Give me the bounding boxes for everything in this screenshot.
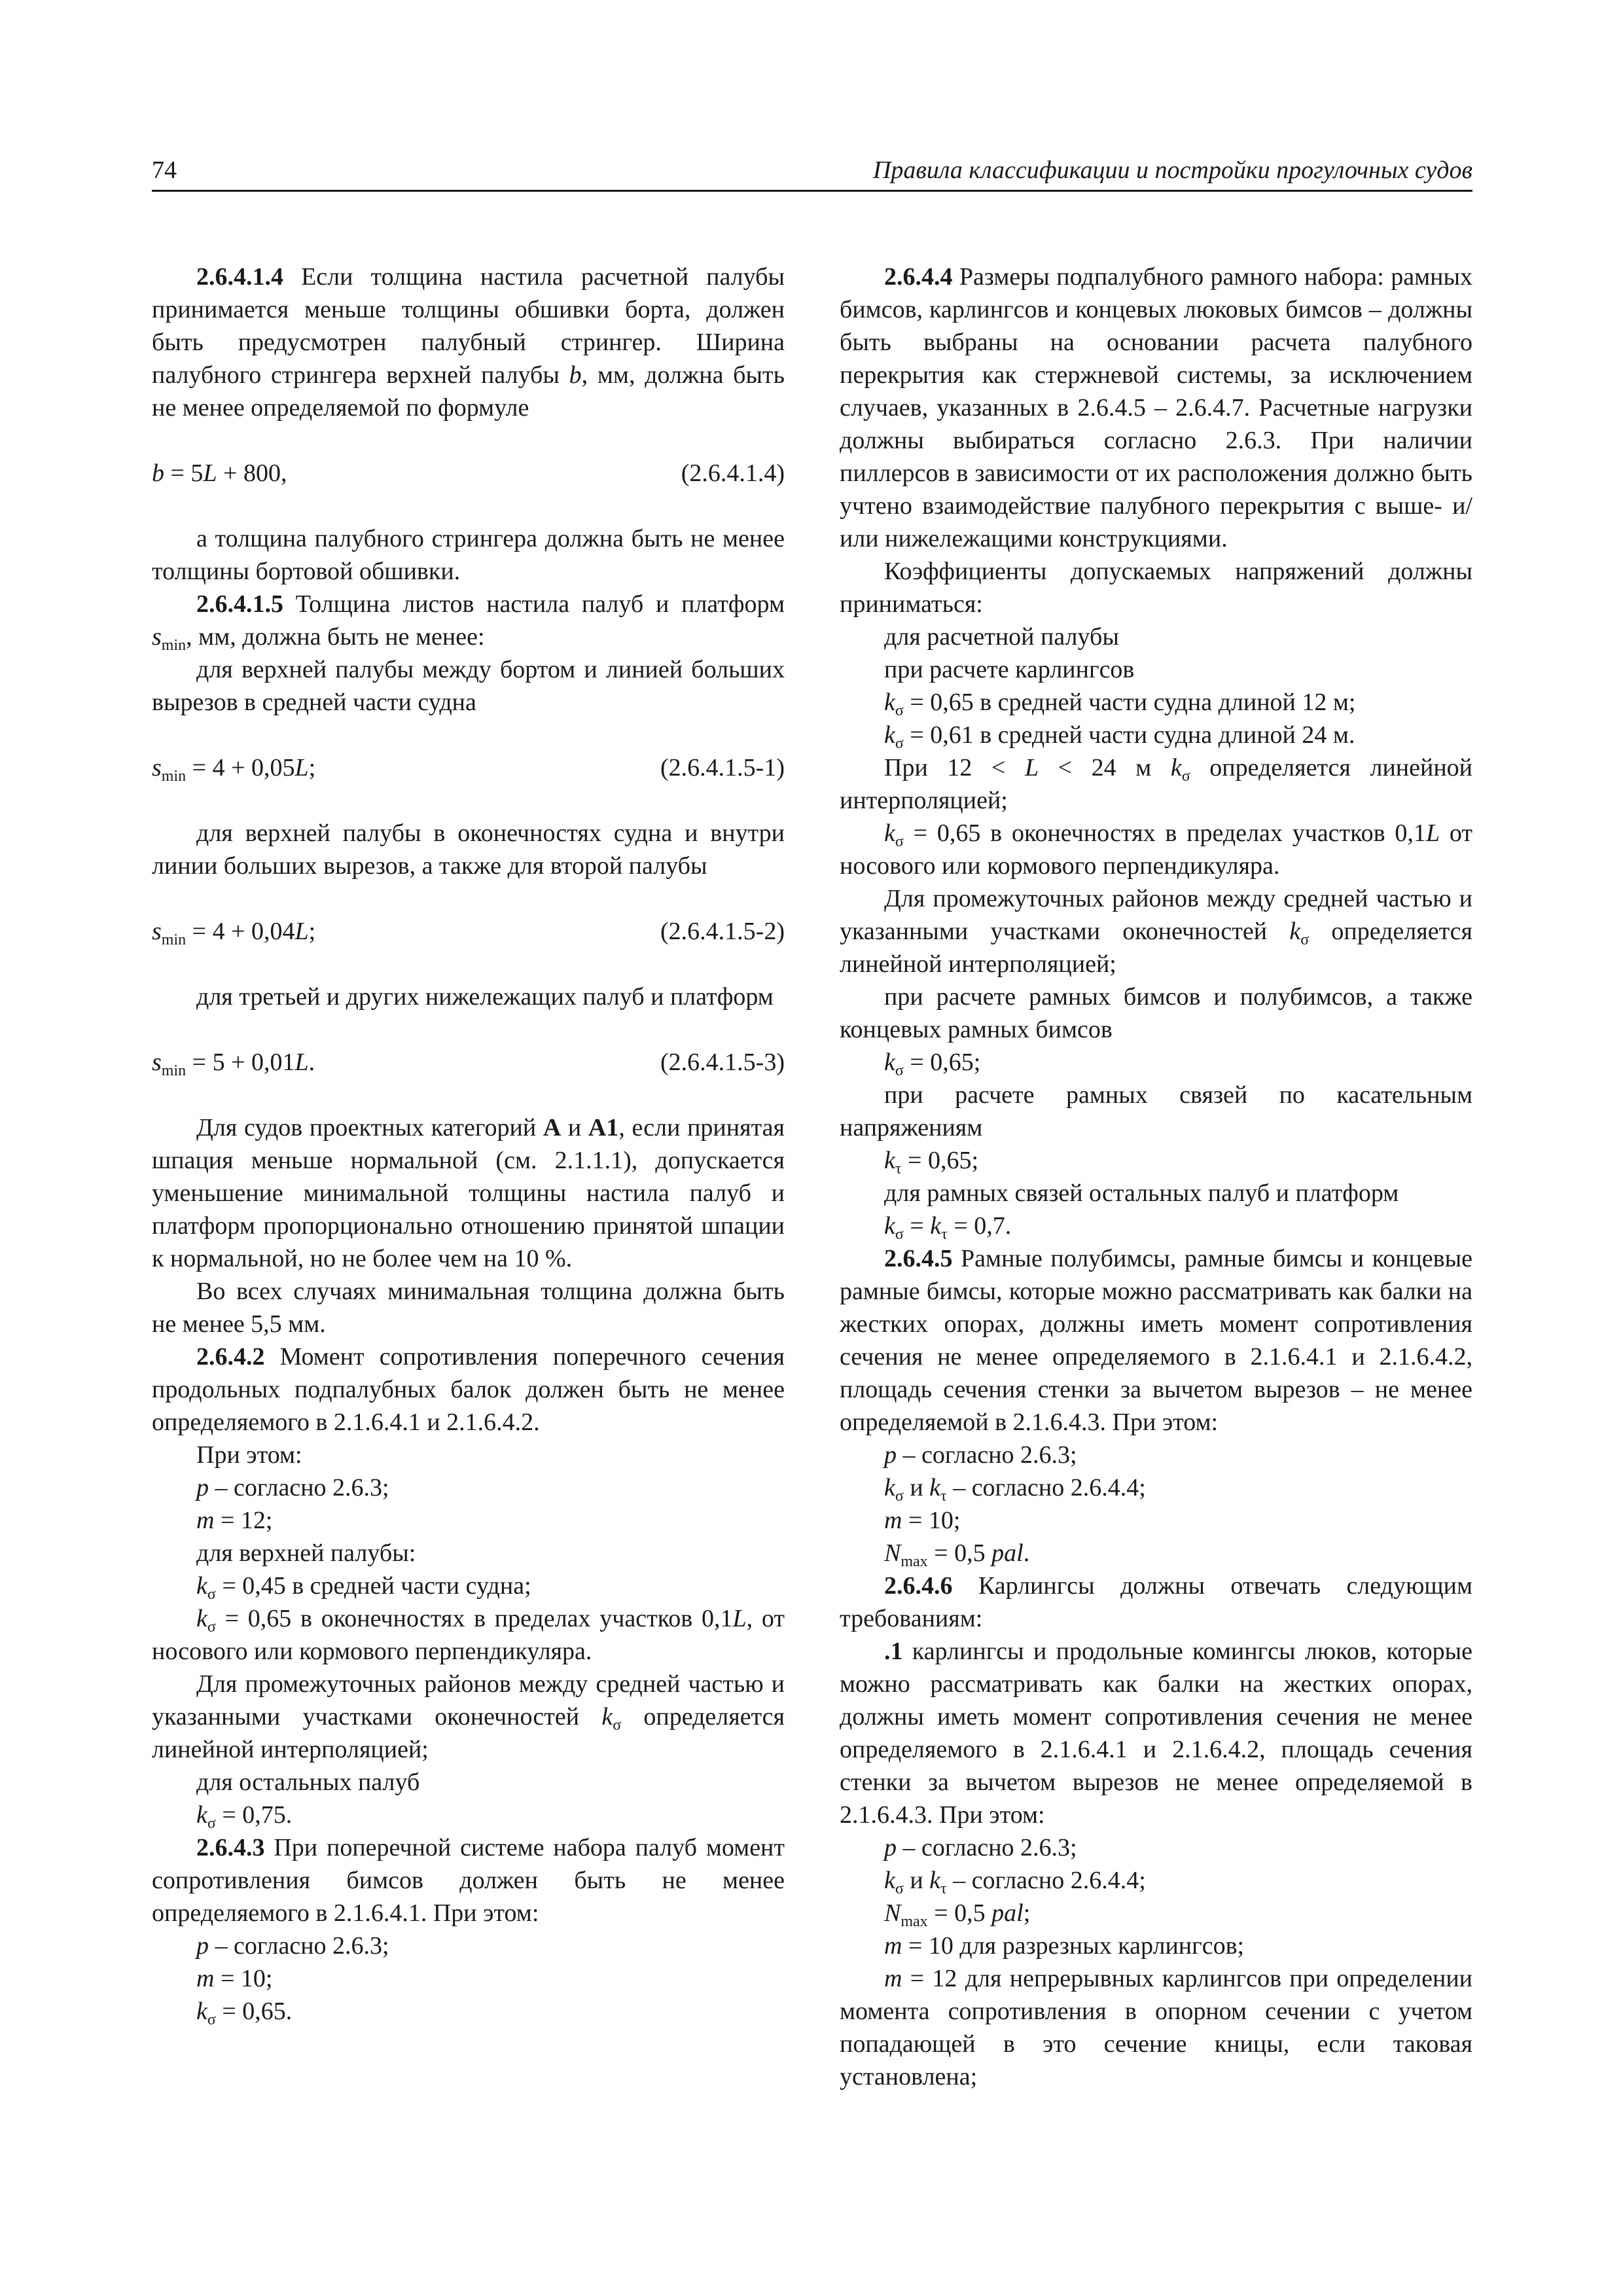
- formula-2-6-4-1-5-1: $s_{min} = 4 + 0,05L$; (2.6.4.1.5-1): [152, 751, 785, 784]
- list-line: для остальных палуб: [196, 1768, 420, 1796]
- paragraph: Коэффициенты допускаемых напряжений должны приниматься:: [840, 558, 1472, 618]
- list-line: p – согласно 2.6.3;: [196, 1932, 389, 1960]
- list-line: $k_\sigma = 0,65$;: [884, 1049, 981, 1079]
- list-line: $k_\sigma$ и $k_\tau$ – согласно 2.6.4.4;: [884, 1867, 1146, 1897]
- list-line: p – согласно 2.6.3;: [196, 1474, 389, 1501]
- para-2-6-4-2: 2.6.4.2 Момент сопротивления поперечного сечения продольных подпалубных балок должен быть не менее определяемого в 2.1.6.4.1 и 2.1.6.4.2.: [152, 1343, 785, 1436]
- paragraph: При этом:: [196, 1441, 302, 1469]
- header-rule: [152, 190, 1472, 192]
- formula-number: (2.6.4.1.4): [681, 459, 785, 487]
- paragraph: для третьей и других нижележащих палуб и платформ: [196, 983, 774, 1011]
- list-line: m = 10;: [884, 1507, 961, 1534]
- list-line: $k_\sigma = 0,75$.: [196, 1801, 293, 1832]
- clause-number: 2.6.4.3: [196, 1834, 265, 1861]
- list-line: p – согласно 2.6.3;: [884, 1441, 1077, 1469]
- para-2-6-4-5: 2.6.4.5 Рамные полубимсы, рамные бимсы и концевые рамные бимсы, которые можно рассматривать как балки на жестких опорах, должны иметь момент сопротивления сечения не менее определяемого в 2.1.6.4.1 и 2.1.6.4.2, площадь сечения стенки за вычетом вырезов – не менее определяемой в 2.1.6.4.3. При этом:: [840, 1245, 1472, 1436]
- paragraph: При 12 < L < 24 м $k_\sigma$ определяется линейной интерполяцией;: [840, 754, 1472, 814]
- clause-number: 2.6.4.2: [196, 1343, 265, 1371]
- list-line: m = 10 для разрезных карлингсов;: [884, 1932, 1245, 1960]
- paragraph: $k_\sigma = 0,65$ в оконечностях в пределах участков 0,1L, от носового или кормового перпендикуляра.: [152, 1605, 785, 1665]
- list-line: $k_\sigma = 0,65$.: [196, 1998, 293, 2028]
- paragraph: при расчете рамных связей по касательным напряжениям: [840, 1081, 1472, 1141]
- list-line: при расчете карлингсов: [884, 656, 1135, 683]
- paragraph: Для судов проектных категорий A и A1, если принятая шпация меньше нормальной (см. 2.1.1.1), допускается уменьшение минимальной толщины настила палуб и платформ пропорционально отношению принятой шпации к нормальной, но не более чем на 10 %.: [152, 1114, 785, 1272]
- para-2-6-4-1-4: 2.6.4.1.4 Если толщина настила расчетной палубы принимается меньше толщины обшивки борта, должен быть предусмотрен палубный стрингер. Ширина палубного стрингера верхней палубы b, мм, должна быть не менее определяемой по формуле: [152, 263, 785, 422]
- list-line: $k_\sigma = 0,61$ в средней части судна длиной 24 м.: [884, 721, 1355, 752]
- para-2-6-4-1-5: 2.6.4.1.5 Толщина листов настила палуб и платформ $s_{min}$, мм, должна быть не менее:: [152, 590, 785, 654]
- paragraph: Для промежуточных районов между средней частью и указанными участками оконечностей $k_\sigma$ определяется линейной интерполяцией;: [840, 885, 1472, 978]
- clause-number: 2.6.4.1.5: [196, 590, 283, 618]
- right-column: [840, 260, 1472, 2093]
- list-line: $k_\sigma = 0,65$ в средней части судна длиной 12 м;: [884, 689, 1356, 719]
- paragraph: для верхней палубы между бортом и линией больших вырезов в средней части судна: [152, 656, 785, 716]
- list-line: для верхней палубы:: [196, 1539, 416, 1567]
- left-column: [152, 260, 785, 2028]
- running-title: Правила классификации и постройки прогулочных судов: [872, 156, 1472, 184]
- clause-number: 2.6.4.5: [884, 1245, 953, 1272]
- paragraph: а толщина палубного стрингера должна быть не менее толщины бортовой обшивки.: [152, 525, 785, 585]
- paragraph: для верхней палубы в оконечностях судна и внутри линии больших вырезов, а также для второй палубы: [152, 819, 785, 880]
- formula-number: (2.6.4.1.5-3): [660, 1049, 785, 1076]
- paragraph: .1 карлингсы и продольные комингсы люков, которые можно рассматривать как балки на жестких опорах, должны иметь момент сопротивления сечения не менее определяемого в 2.1.6.4.1 и 2.1.6.4.2, площадь сечения стенки за вычетом вырезов не менее определяемой в 2.1.6.4.3. При этом:: [840, 1638, 1472, 1829]
- paragraph: Для промежуточных районов между средней частью и указанными участками оконечностей $k_\sigma$ определяется линейной интерполяцией;: [152, 1670, 785, 1763]
- formula-2-6-4-1-4: b = 5L + 800, (2.6.4.1.4): [152, 457, 785, 490]
- list-line: $k_\sigma = 0,45$ в средней части судна;: [196, 1572, 531, 1603]
- list-line: p – согласно 2.6.3;: [884, 1834, 1077, 1861]
- clause-number: 2.6.4.4: [884, 263, 953, 291]
- list-line: для рамных связей остальных палуб и платформ: [884, 1179, 1399, 1207]
- formula-2-6-4-1-5-3: $s_{min} = 5 + 0,01L$. (2.6.4.1.5-3): [152, 1046, 785, 1079]
- list-line: $k_\sigma$ и $k_\tau$ – согласно 2.6.4.4;: [884, 1474, 1146, 1505]
- paragraph: $k_\sigma = 0,65$ в оконечностях в пределах участков 0,1L от носового или кормового перпендикуляра.: [840, 819, 1472, 880]
- list-line: $N_{max} = 0,5$ pal.: [884, 1539, 1030, 1570]
- formula-2-6-4-1-5-2: $s_{min} = 4 + 0,04L$; (2.6.4.1.5-2): [152, 915, 785, 948]
- paragraph: Во всех случаях минимальная толщина должна быть не менее 5,5 мм.: [152, 1278, 785, 1338]
- formula-number: (2.6.4.1.5-2): [660, 918, 785, 945]
- list-line: $k_\tau = 0,65$;: [884, 1147, 979, 1177]
- item-number: .1: [884, 1638, 903, 1665]
- list-line: m = 12;: [196, 1507, 273, 1534]
- formula-number: (2.6.4.1.5-1): [660, 754, 785, 781]
- list-line: $N_{max} = 0,5$ pal;: [884, 1899, 1031, 1930]
- para-2-6-4-4: 2.6.4.4 Размеры подпалубного рамного набора: рамных бимсов, карлингсов и концевых люковых бимсов – должны быть выбраны на основании расчета палубного перекрытия как стержневой системы, за исключением случаев, указанных в 2.6.4.5 – 2.6.4.7. Расчетные нагрузки должны выбираться согласно 2.6.3. При наличии пиллерсов в зависимости от их расположения должно быть учтено взаимодействие палубного перекрытия с выше- и/или нижележащими конструкциями.: [840, 263, 1472, 552]
- clause-number: 2.6.4.6: [884, 1572, 953, 1600]
- list-line: $k_\sigma = k_\tau = 0,7$.: [884, 1212, 1012, 1243]
- list-line: m = 10;: [196, 1965, 273, 1992]
- paragraph: при расчете рамных бимсов и полубимсов, а также концевых рамных бимсов: [840, 983, 1472, 1043]
- list-line: для расчетной палубы: [884, 623, 1119, 651]
- paragraph: m = 12 для непрерывных карлингсов при определении момента сопротивления в опорном сечении с учетом попадающей в это сечение кницы, если таковая установлена;: [840, 1965, 1472, 2090]
- para-2-6-4-3: 2.6.4.3 При поперечной системе набора палуб момент сопротивления бимсов должен быть не менее определяемого в 2.1.6.4.1. При этом:: [152, 1834, 785, 1927]
- para-2-6-4-6: 2.6.4.6 Карлингсы должны отвечать следующим требованиям:: [840, 1572, 1472, 1632]
- clause-number: 2.6.4.1.4: [196, 263, 283, 291]
- page-number: 74: [152, 156, 177, 184]
